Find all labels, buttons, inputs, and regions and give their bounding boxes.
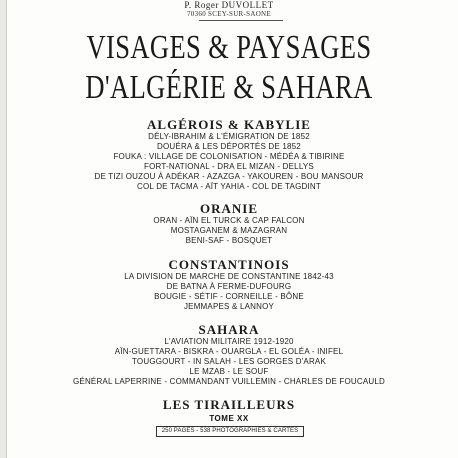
section-line: MOSTAGANEM & MAZAGRAN [170,226,288,235]
section-line: LE MZAB - LE SOUF [189,367,269,376]
page-count-box: 250 PAGES - 538 PHOTOGRAPHIES & CARTES [156,426,304,437]
section-heading-oranie: ORANIE [199,201,258,216]
section-line: TOUGGOURT - IN SALAH - LES GORGES D'ARAK [131,357,326,366]
section-line: AÏN-GUETTARA - BISKRA - OUARGLA - EL GOLÉA - INIFEL [114,347,344,356]
author-address: 70360 SCEY-SUR-SAONE [187,10,271,18]
section-line: DE TIZI OUZOU À ADÉKAR - AZAZGA - YAKOUREN - BOU MANSOUR [94,172,364,181]
section-line: LA DIVISION DE MARCHE DE CONSTANTINE 1842-43 [124,272,334,281]
section-line: BOUGIE - SÉTIF - CORNEILLE - BÔNE [154,292,304,301]
section-line: COL DE TACMA - AÏT YAHIA - COL DE TAGDINT [137,182,321,191]
section-line: FORT-NATIONAL - DRA EL MIZAN - DELLYS [144,162,314,171]
section-heading-constantinois: CONSTANTINOIS [168,257,290,272]
section-line: DÉLY-IBRAHIM & L'ÉMIGRATION DE 1852 [148,132,310,141]
section-line: JEMMAPES & LANNOY [183,302,275,311]
section-heading-sahara: SAHARA [198,322,260,337]
section-line: DE BATNA À FERME-DUFOURG [166,282,292,291]
section-line: ORAN - AÏN EL TURCK & CAP FALCON [153,216,305,225]
section-heading-algerois: ALGÉROIS & KABYLIE [147,117,311,132]
tome-number: TOME XX [209,414,249,423]
section-line: GÉNÉRAL LAPERRINE - COMMANDANT VUILLEMIN - CHARLES DE FOUCAULD [72,377,385,386]
section-line: L'AVIATION MILITAIRE 1912-1920 [164,337,294,346]
address-underline [199,20,283,21]
section-line: BENI-SAF - BOSQUET [185,236,273,245]
title-line-2: D'ALGÉRIE & SAHARA [85,69,373,106]
title-line-1: VISAGES & PAYSAGES [86,29,372,66]
section-heading-tirailleurs: LES TIRAILLEURS [162,397,296,412]
section-line: DOUÉRA & LES DÉPORTÉS DE 1852 [157,142,301,151]
author-name: P. Roger DUVOLLET [184,0,274,10]
section-line: FOUKA : VILLAGE DE COLONISATION - MÉDÉA & TIBIRINE [113,152,345,161]
